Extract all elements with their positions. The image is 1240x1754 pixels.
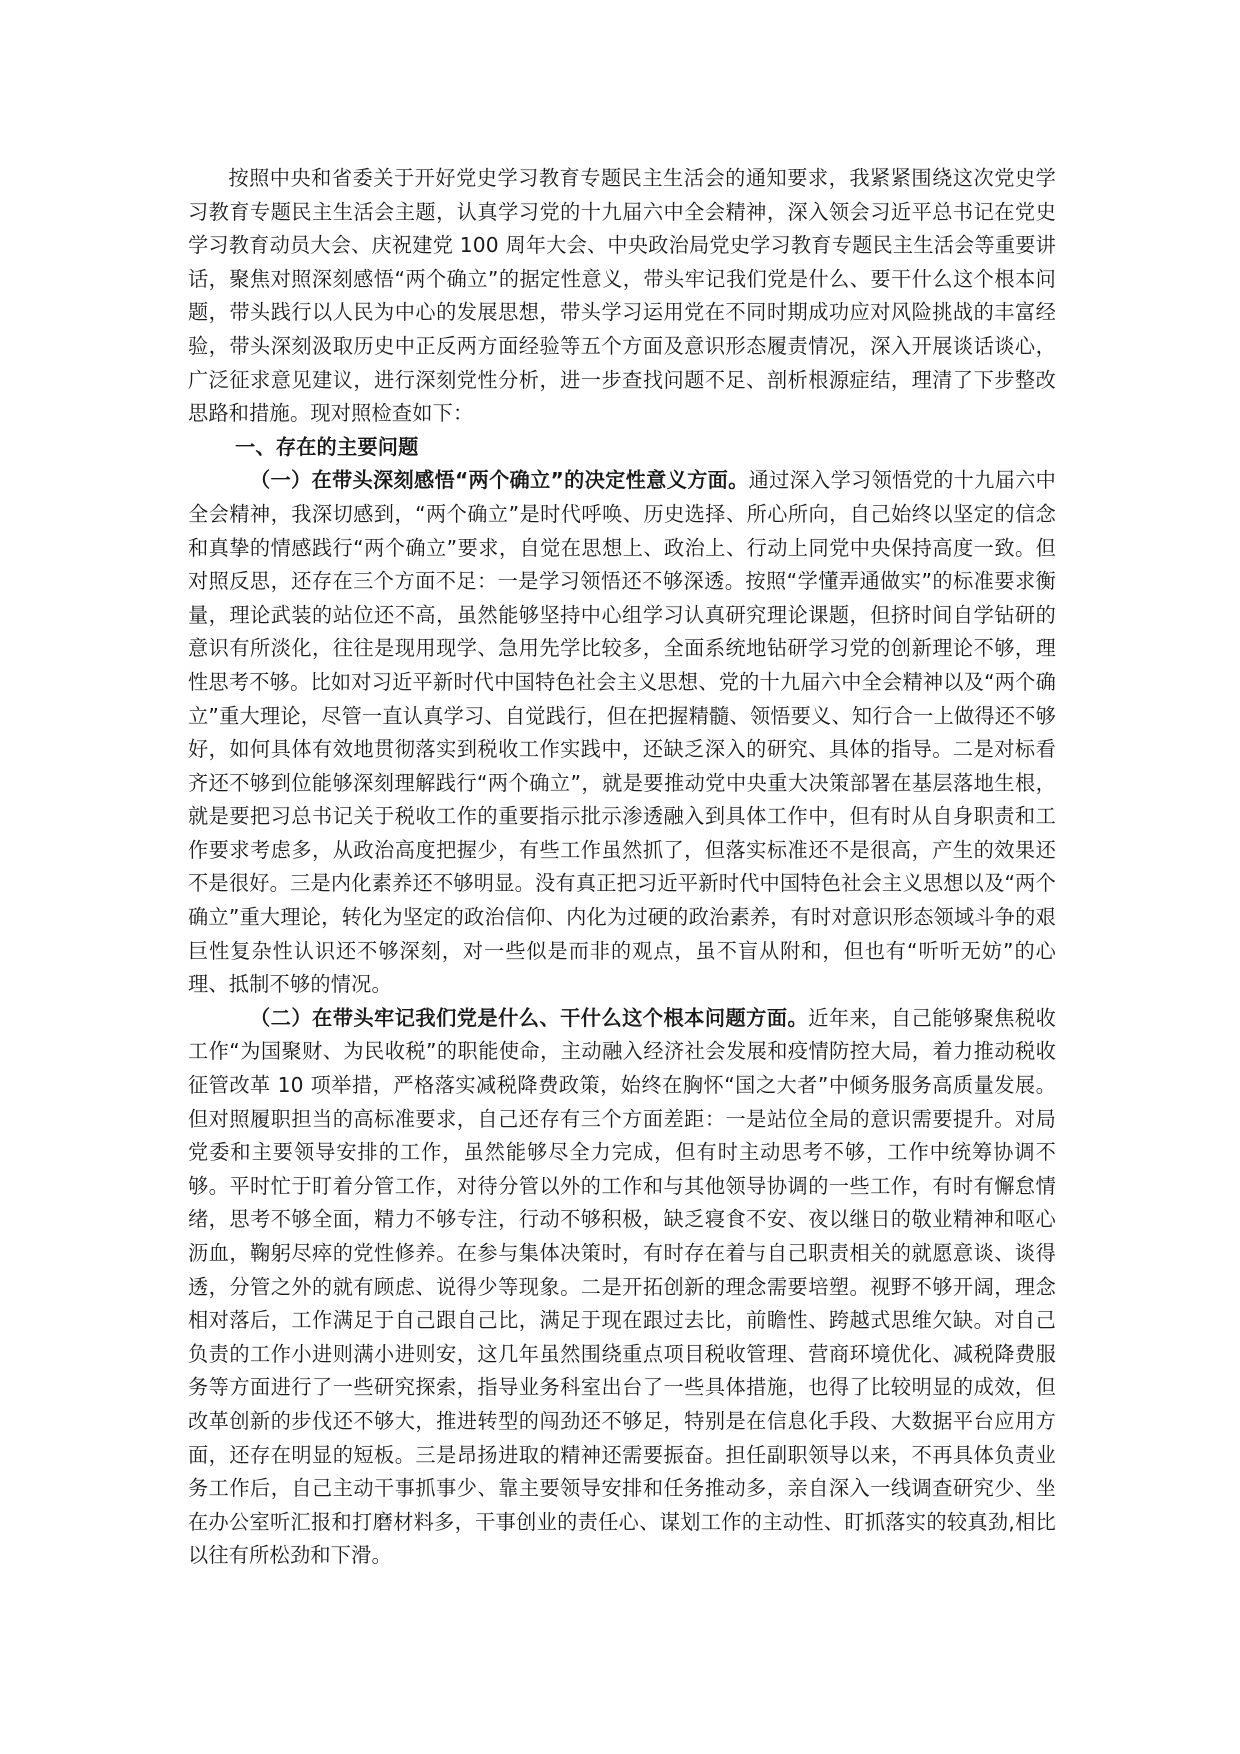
subsection-1-paragraph [188,464,1056,1002]
intro-paragraph: 按照中央和省委关于开好党史学习教育专题民主生活会的通知要求，我紧紧围绕这次党史学习教育专题民主生活会主题，认真学习党的十九届六中全会精神，深入领会习近平总书记在党史学习教育动员大会、庆祝建党 100 周年大会、中央政治局党史学习教育专题民主生活会等重要讲话，聚焦对照深刻感悟“两个确立”的据定性意义，带头牢记我们党是什么、要干什么这个根本问题，带头践行以人民为中心的发展思想，带头学习运用党在不同时期成功应对风险挑战的丰富经验，带头深刻汲取历史中正反两方面经验等五个方面及意识形态履责情况，深入开展谈话谈心，广泛征求意见建议，进行深刻党性分析，进一步查找问题不足、剖析根源症结，理清了下步整改思路和措施。现对照检查如下： [188,166,1056,426]
document-page [188,162,1056,1573]
section-heading-problems: 一、存在的主要问题 [235,434,419,459]
subsection-1-body: 通过深入学习领悟党的十九届六中全会精神，我深切感到，“两个确立”是时代呼唤、历史选择、所心所向，自己始终以坚定的信念和真挚的情感践行“两个确立”要求，自觉在思想上、政治上、行动上同党中央保持高度一致。但对照反思，还存在三个方面不足：一是学习领悟还不够深透。按照“学懂弄通做实”的标准要求衡量，理论武装的站位还不高，虽然能够坚持中心组学习认真研究理论课题，但挤时间自学钻研的意识有所淡化，往往是现用现学、急用先学比较多，全面系统地钻研学习党的创新理论不够，理性思考不够。比如对习近平新时代中国特色社会主义思想、党的十九届六中全会精神以及“两个确立”重大理论，尽管一直认真学习、自觉践行，但在把握精髓、领悟要义、知行合一上做得还不够好，如何具体有效地贯彻落实到税收工作实践中，还缺乏深入的研究、具体的指导。二是对标看齐还不够到位能够深刻理解践行“两个确立”，就是要推动党中央重大决策部署在基层落地生根，就是要把习总书记关于税收工作的重要指示批示渗透融入到具体工作中，但有时从自身职责和工作要求考虑多，从政治高度把握少，有些工作虽然抓了，但落实标准还不是很高，产生的效果还不是很好。三是内化素养还不够明显。没有真正把习近平新时代中国特色社会主义思想以及“两个确立”重大理论，转化为坚定的政治信仰、内化为过硬的政治素养，有时对意识形态领域斗争的艰巨性复杂性认识还不够深刻，对一些似是而非的观点，虽不盲从附和，但也有“听听无妨”的心理、抵制不够的情况。 [188,468,1056,997]
subsection-2-body: 近年来，自己能够聚焦税收工作“为国聚财、为民收税”的职能使命，主动融入经济社会发展和疫情防控大局，着力推动税收征管改革 10 项举措，严格落实减税降费政策，始终在胸怀“国之大者”中倾务服务高质量发展。但对照履职担当的高标准要求，自己还存有三个方面差距：一是站位全局的意识需要提升。对局党委和主要领导安排的工作，虽然能够尽全力完成，但有时主动思考不够，工作中统筹协调不够。平时忙于盯着分管工作，对待分管以外的工作和与其他领导协调的一些工作，有时有懈怠情绪，思考不够全面，精力不够专注，行动不够积极，缺乏寝食不安、夜以继日的敬业精神和呕心沥血，鞠躬尽瘁的党性修养。在参与集体决策时，有时存在着与自己职责相关的就愿意谈、谈得透，分管之外的就有顾虑、说得少等现象。二是开拓创新的理念需要培塑。视野不够开阔，理念相对落后，工作满足于自己跟自己比，满足于现在跟过去比，前瞻性、跨越式思维欠缺。对自己负责的工作小进则满小进则安，这几年虽然围绕重点项目税收管理、营商环境优化、减税降费服务等方面进行了一些研究探索，指导业务科室出台了一些具体措施，也得了比较明显的成效，但改革创新的步伐还不够大，推进转型的闯劲还不够足，特别是在信息化手段、大数据平台应用方面，还存在明显的短板。三是昂扬进取的精神还需要振奋。担任副职领导以来，不再具体负责业务工作后，自己主动干事抓事少、靠主要领导安排和任务推动多，亲自深入一线调查研究少、坐在办公室听汇报和打磨材料多，干事创业的责任心、谋划工作的主动性、盯抓落实的较真劲,相比以往有所松劲和下滑。 [188,1005,1057,1568]
subsection-2-paragraph [188,1002,1056,1573]
subsection-1-title: （一）在带头深刻感悟“两个确立”的决定性意义方面。 [250,468,749,493]
subsection-2-title: （二）在带头牢记我们党是什么、干什么这个根本问题方面。 [250,1005,809,1030]
